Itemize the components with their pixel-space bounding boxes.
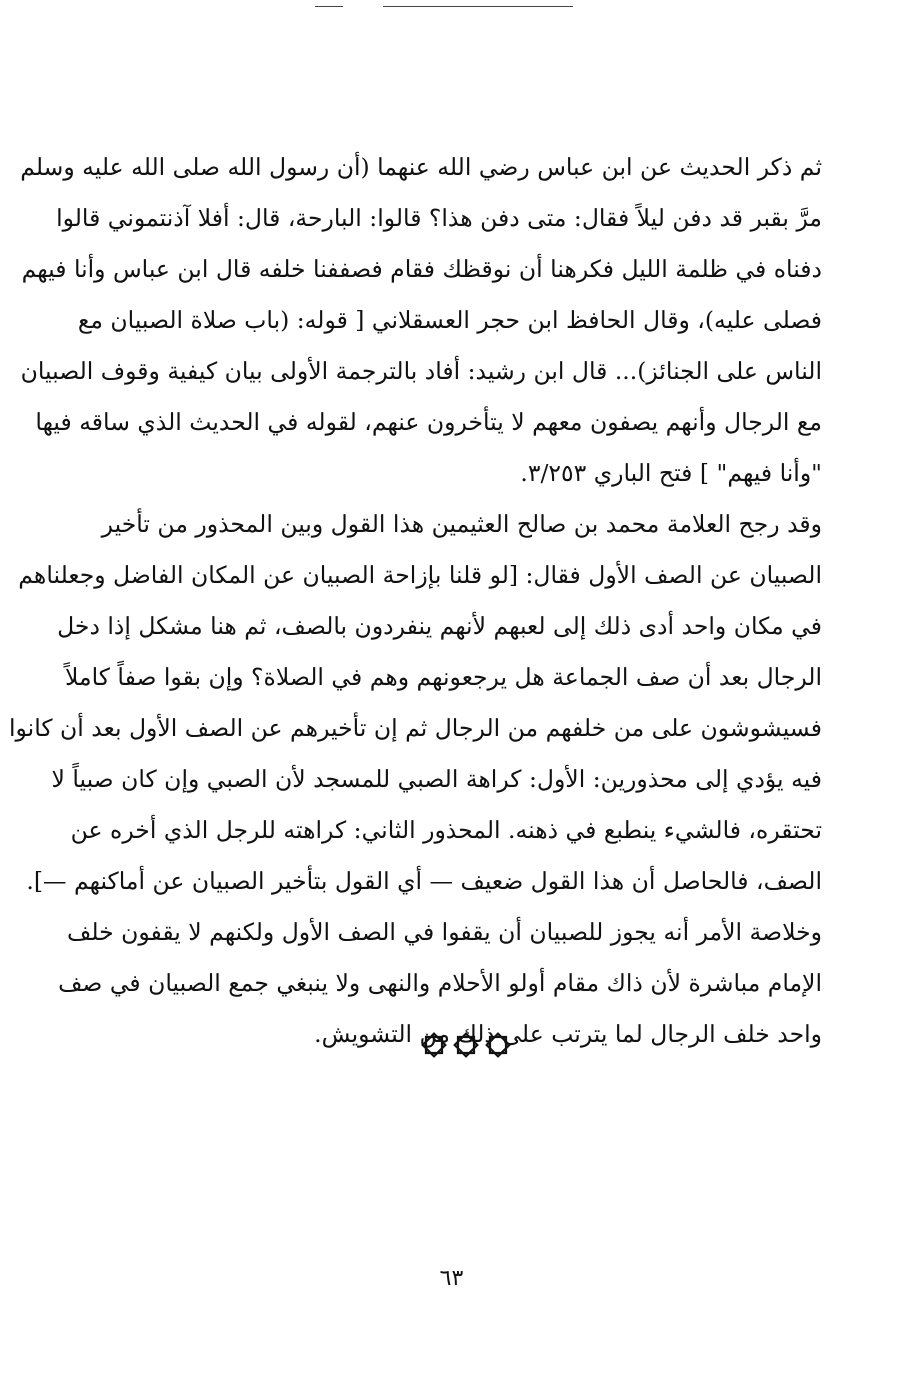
paragraph [20,142,822,499]
paragraph [9,499,822,907]
section-ornament [420,1027,512,1063]
text-line: مع الرجال وأنهم يصفون معهم لا يتأخرون عنهم، لقوله في الحديث الذي ساقه فيها [35,408,822,436]
text-line: وخلاصة الأمر أنه يجوز للصبيان أن يقفوا في الصف الأول ولكنهم لا يقفون خلف [67,918,822,946]
page-number: ٦٣ [439,1266,464,1291]
header-rule-right [383,6,573,7]
text-line: دفناه في ظلمة الليل فكرهنا أن نوقظك فقام فصففنا خلفه قال ابن عباس وأنا فيهم [21,255,822,283]
text-line: الرجال بعد أن صف الجماعة هل يرجعونهم وهم في الصلاة؟ وإن بقوا صفاً كاملاً [64,663,822,691]
text-line: في مكان واحد أدى ذلك إلى لعبهم لأنهم ينفردون بالصف، ثم هنا مشكل إذا دخل [57,612,822,640]
octagram-star-icon [484,1031,512,1059]
text-line: الصف، فالحاصل أن هذا القول ضعيف — أي القول بتأخير الصبيان عن أماكنهم —]. [26,867,822,895]
text-line: فصلى عليه)، وقال الحافظ ابن حجر العسقلاني [ قوله: (باب صلاة الصبيان مع [77,306,822,334]
text-line: الناس على الجنائز)... قال ابن رشيد: أفاد بالترجمة الأولى بيان كيفية وقوف الصبيان [20,357,822,385]
text-line: واحد خلف الرجال لما يترتب على ذلك من التشويش. [314,1020,822,1048]
octagram-star-icon [420,1031,448,1059]
header-rule-left [315,6,343,7]
text-line: وقد رجح العلامة محمد بن صالح العثيمين هذا القول وبين المحذور من تأخير [101,510,822,538]
text-line: الإمام مباشرة لأن ذاك مقام أولو الأحلام والنهى ولا ينبغي جمع الصبيان في صف [58,969,822,997]
text-line: ثم ذكر الحديث عن ابن عباس رضي الله عنهما (أن رسول الله صلى الله عليه وسلم [20,153,822,181]
text-line: فسيشوشون على من خلفهم من الرجال ثم إن تأخيرهم عن الصف الأول بعد أن كانوا [9,714,822,742]
octagram-star-icon [452,1031,480,1059]
page-body [9,142,822,1060]
text-line: الصبيان عن الصف الأول فقال: [لو قلنا بإزاحة الصبيان عن المكان الفاضل وجعلناهم [18,561,822,589]
text-line: فيه يؤدي إلى محذورين: الأول: كراهة الصبي للمسجد لأن الصبي وإن كان صبياً لا [51,765,822,793]
text-line: تحتقره، فالشيء ينطبع في ذهنه. المحذور الثاني: كراهته للرجل الذي أخره عن [70,816,822,844]
text-line: مرَّ بقبر قد دفن ليلاً فقال: متى دفن هذا؟ قالوا: البارحة، قال: أفلا آذنتموني قالوا [56,204,822,232]
text-line: "وأنا فيهم" ] فتح الباري ٣/٢٥٣. [520,459,822,487]
